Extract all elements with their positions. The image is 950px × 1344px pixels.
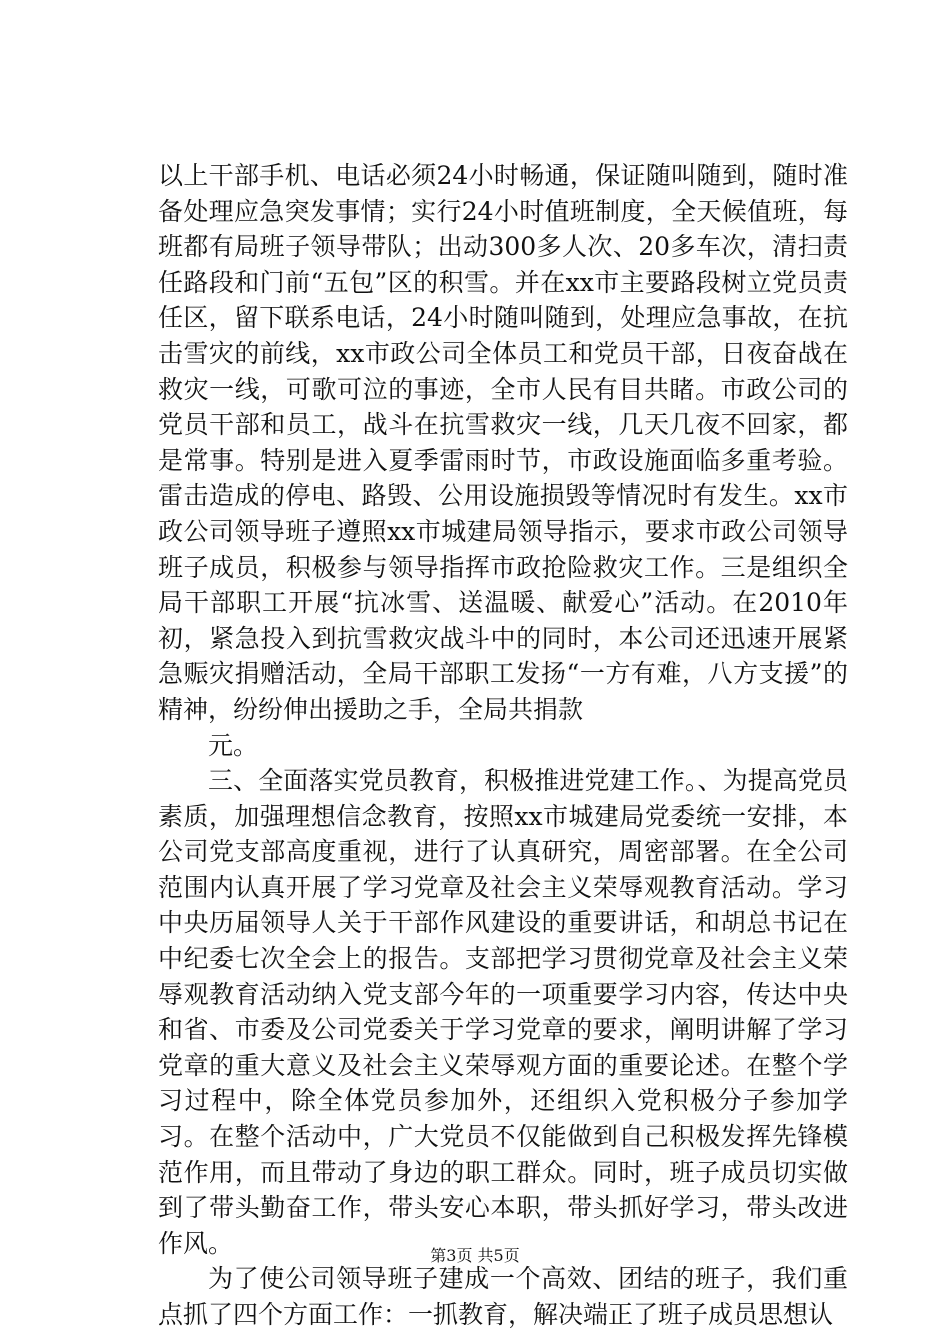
paragraph-4: 为了使公司领导班子建成一个高效、团结的班子，我们重点抓了四个方面工作：一抓教育，解决端正了班子成员思想认 <box>158 1264 848 1329</box>
page-number-label: 第3页 共5页 <box>430 1246 520 1265</box>
paragraph-3: 三、全面落实党员教育，积极推进党建工作。、为提高党员素质，加强理想信念教育，按照xx市城建局党委统一安排，本公司党支部高度重视，进行了认真研究，周密部署。在全公司范围内认真开展了学习党章及社会主义荣辱观教育活动。学习中央历届领导人关于干部作风建设的重要讲话，和胡总书记在中纪委七次全会上的报告。支部把学习贯彻党章及社会主义荣辱观教育活动纳入党支部今年的一项重要学习内容，传达中央和省、市委及公司党委关于学习党章的要求，阐明讲解了学习党章的重大意义及社会主义荣辱观方面的重要论述。在整个学习过程中，除全体党员参加外，还组织入党积极分子参加学习。在整个活动中，广大党员不仅能做到自己积极发挥先锋模范作用，而且带动了身边的职工群众。同时，班子成员切实做到了带头勤奋工作，带头安心本职，带头抓好学习，带头改进作风。 <box>158 766 848 1258</box>
document-body <box>158 158 848 1333</box>
page-footer <box>0 1246 950 1266</box>
paragraph-2: 元。 <box>208 730 259 760</box>
paragraph-1: 以上干部手机、电话必须24小时畅通，保证随叫随到，随时准备处理应急突发事情；实行24小时值班制度，全天候值班，每班都有局班子领导带队；出动300多人次、20多车次，清扫责任路段和门前“五包”区的积雪。并在xx市主要路段树立党员责任区，留下联系电话，24小时随叫随到，处理应急事故，在抗击雪灾的前线，xx市政公司全体员工和党员干部，日夜奋战在救灾一线，可歌可泣的事迹，全市人民有目共睹。市政公司的党员干部和员工，战斗在抗雪救灾一线，几天几夜不回家，都是常事。特别是进入夏季雷雨时节，市政设施面临多重考验。雷击造成的停电、路毁、公用设施损毁等情况时有发生。xx市政公司领导班子遵照xx市城建局领导指示，要求市政公司领导班子成员，积极参与领导指挥市政抢险救灾工作。三是组织全局干部职工开展“抗冰雪、送温暖、献爱心”活动。在2010年初，紧急投入到抗雪救灾战斗中的同时，本公司还迅速开展紧急赈灾捐赠活动，全局干部职工发扬“一方有难，八方支援”的精神，纷纷伸出援助之手，全局共捐款 <box>158 161 848 724</box>
